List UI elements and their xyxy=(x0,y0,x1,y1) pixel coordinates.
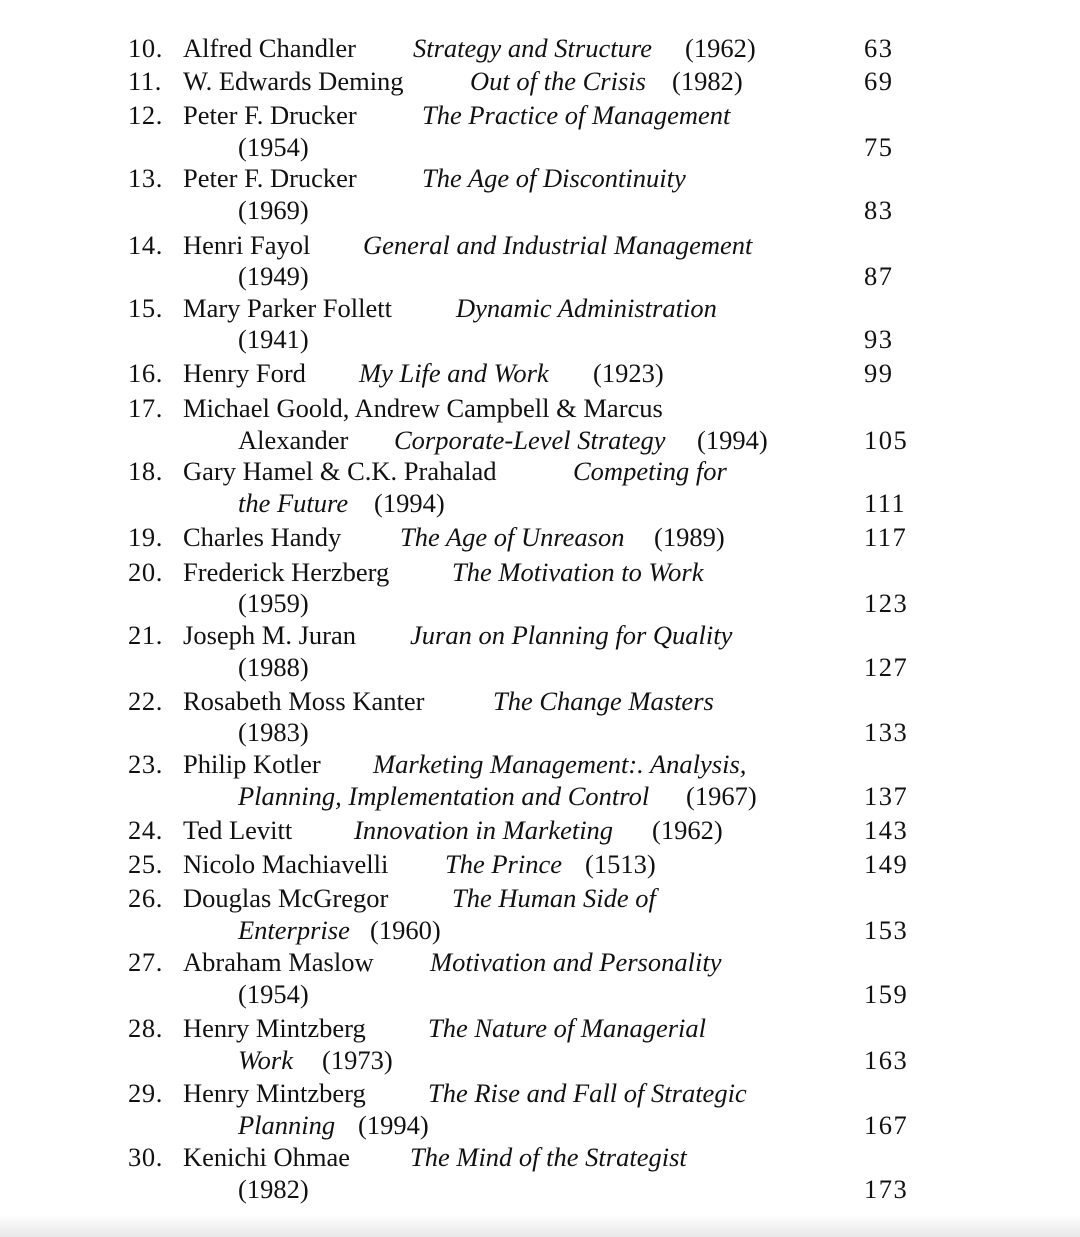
entry-author: W. Edwards Deming xyxy=(183,66,404,96)
entry-page-number: 63 xyxy=(864,33,894,63)
entry-author: Peter F. Drucker xyxy=(183,163,357,193)
entry-year: (1513) xyxy=(585,849,656,879)
entry-author: Gary Hamel & C.K. Prahalad xyxy=(183,456,497,486)
entry-year: (1954) xyxy=(238,979,309,1009)
entry-page-number: 149 xyxy=(864,849,909,879)
entry-title-continued: Planning, Implementation and Control xyxy=(238,781,650,811)
entry-number: 23. xyxy=(128,749,163,779)
entry-year: (1994) xyxy=(697,425,768,455)
entry-author: Douglas McGregor xyxy=(183,883,389,913)
entry-title: The Nature of Managerial xyxy=(428,1013,706,1043)
entry-page-number: 143 xyxy=(864,815,909,845)
entry-title: The Practice of Management xyxy=(422,100,731,130)
entry-title: General and Industrial Management xyxy=(363,230,753,260)
entry-author: Alfred Chandler xyxy=(183,33,356,63)
entry-number: 11. xyxy=(128,66,162,96)
entry-author: Kenichi Ohmae xyxy=(183,1142,351,1172)
entry-number: 21. xyxy=(128,620,163,650)
entry-year: (1982) xyxy=(238,1174,309,1204)
entry-author: Ted Levitt xyxy=(183,815,293,845)
entry-page-number: 75 xyxy=(864,132,894,162)
entry-page-number: 127 xyxy=(864,652,909,682)
entry-year: (1923) xyxy=(593,358,664,388)
entry-year: (1941) xyxy=(238,324,309,354)
entry-author: Philip Kotler xyxy=(183,749,321,779)
entry-number: 25. xyxy=(128,849,163,879)
entry-page-number: 173 xyxy=(864,1174,909,1204)
entry-author: Henry Mintzberg xyxy=(183,1078,366,1108)
entry-author-continued: Alexander xyxy=(238,425,349,455)
entry-number: 16. xyxy=(128,358,163,388)
entry-number: 22. xyxy=(128,686,163,716)
entry-number: 13. xyxy=(128,163,163,193)
entry-title-continued: the Future xyxy=(238,488,349,518)
entry-title: The Mind of the Strategist xyxy=(410,1142,687,1172)
entry-page-number: 163 xyxy=(864,1045,909,1075)
entry-number: 17. xyxy=(128,393,163,423)
entry-year: (1994) xyxy=(358,1110,429,1140)
entry-title: Out of the Crisis xyxy=(470,66,646,96)
entry-title: Innovation in Marketing xyxy=(354,815,614,845)
entry-title-continued: Planning xyxy=(238,1110,336,1140)
entry-page-number: 133 xyxy=(864,717,909,747)
entry-number: 20. xyxy=(128,557,163,587)
entry-page-number: 87 xyxy=(864,261,894,291)
entry-title: The Age of Unreason xyxy=(400,522,625,552)
entry-year: (1982) xyxy=(672,66,743,96)
entry-year: (1962) xyxy=(652,815,723,845)
entry-title: The Rise and Fall of Strategic xyxy=(428,1078,747,1108)
entry-title: Marketing Management:. Analysis, xyxy=(373,749,747,779)
entry-number: 14. xyxy=(128,230,163,260)
entry-page-number: 69 xyxy=(864,66,894,96)
entry-year: (1973) xyxy=(322,1045,393,1075)
entry-page-number: 117 xyxy=(864,522,908,552)
entry-number: 18. xyxy=(128,456,163,486)
entry-page-number: 105 xyxy=(864,425,909,455)
entry-title-continued: Enterprise xyxy=(238,915,350,945)
entry-year: (1994) xyxy=(374,488,445,518)
entry-year: (1969) xyxy=(238,195,309,225)
entry-year: (1983) xyxy=(238,717,309,747)
entry-number: 29. xyxy=(128,1078,163,1108)
entry-author: Nicolo Machiavelli xyxy=(183,849,389,879)
entry-title: The Human Side of xyxy=(452,883,656,913)
page-bottom-shadow xyxy=(0,1215,1080,1237)
entry-title: Competing for xyxy=(573,456,727,486)
entry-number: 30. xyxy=(128,1142,163,1172)
entry-year: (1967) xyxy=(686,781,757,811)
entry-author: Henry Mintzberg xyxy=(183,1013,366,1043)
entry-year: (1960) xyxy=(370,915,441,945)
entry-author: Abraham Maslow xyxy=(183,947,374,977)
entry-title-continued: Work xyxy=(238,1045,293,1075)
entry-year: (1988) xyxy=(238,652,309,682)
entry-title: My Life and Work xyxy=(359,358,549,388)
entry-number: 15. xyxy=(128,293,163,323)
entry-page-number: 83 xyxy=(864,195,894,225)
entry-title: The Prince xyxy=(445,849,563,879)
entry-number: 19. xyxy=(128,522,163,552)
entry-page-number: 123 xyxy=(864,588,909,618)
entry-author: Rosabeth Moss Kanter xyxy=(183,686,425,716)
entry-author: Peter F. Drucker xyxy=(183,100,357,130)
entry-year: (1989) xyxy=(654,522,725,552)
entry-year: (1959) xyxy=(238,588,309,618)
entry-page-number: 137 xyxy=(864,781,909,811)
entry-page-number: 99 xyxy=(864,358,894,388)
entry-author: Charles Handy xyxy=(183,522,342,552)
entry-page-number: 167 xyxy=(864,1110,909,1140)
entry-title: Dynamic Administration xyxy=(456,293,717,323)
entry-page-number: 153 xyxy=(864,915,909,945)
entry-title: Strategy and Structure xyxy=(413,33,652,63)
entry-author: Michael Goold, Andrew Campbell & Marcus xyxy=(183,393,663,423)
entry-year: (1954) xyxy=(238,132,309,162)
entry-number: 27. xyxy=(128,947,163,977)
entry-author: Joseph M. Juran xyxy=(183,620,356,650)
entry-title: The Motivation to Work xyxy=(452,557,704,587)
entry-title: The Change Masters xyxy=(493,686,714,716)
entry-author: Mary Parker Follett xyxy=(183,293,393,323)
entry-number: 28. xyxy=(128,1013,163,1043)
entry-number: 10. xyxy=(128,33,163,63)
entry-year: (1962) xyxy=(685,33,756,63)
entry-title: The Age of Discontinuity xyxy=(422,163,686,193)
entry-year: (1949) xyxy=(238,261,309,291)
entry-title: Motivation and Personality xyxy=(430,947,722,977)
entry-page-number: 111 xyxy=(864,488,907,518)
entry-author: Frederick Herzberg xyxy=(183,557,390,587)
entry-page-number: 93 xyxy=(864,324,894,354)
entry-title: Juran on Planning for Quality xyxy=(410,620,733,650)
entry-number: 24. xyxy=(128,815,163,845)
entry-title: Corporate-Level Strategy xyxy=(394,425,666,455)
entry-author: Henri Fayol xyxy=(183,230,311,260)
entry-author: Henry Ford xyxy=(183,358,306,388)
entry-page-number: 159 xyxy=(864,979,909,1009)
entry-number: 12. xyxy=(128,100,163,130)
entry-number: 26. xyxy=(128,883,163,913)
